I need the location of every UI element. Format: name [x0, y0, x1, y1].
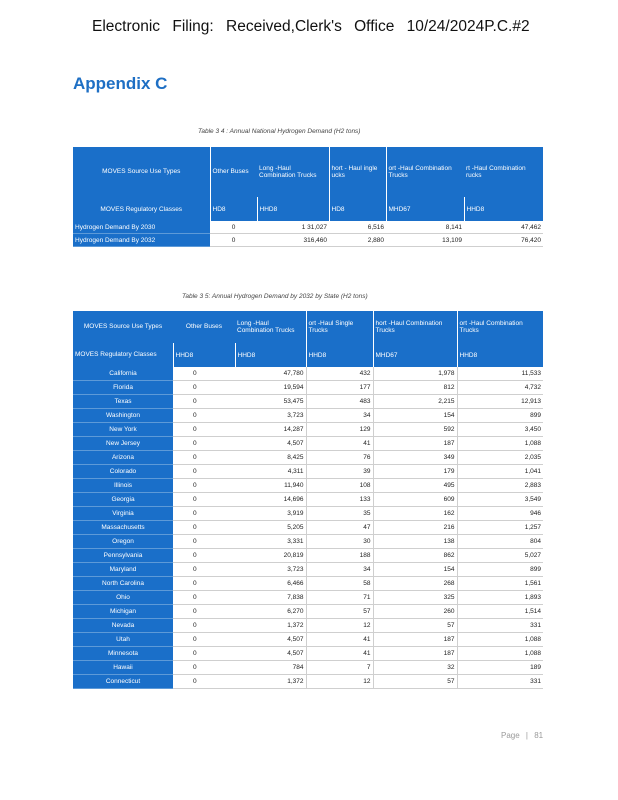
- value-cell: 0: [173, 619, 235, 633]
- value-cell: 41: [306, 437, 373, 451]
- table-row: [73, 507, 543, 521]
- value-cell: 0: [173, 563, 235, 577]
- table-row: [73, 633, 543, 647]
- table2-caption: Table 3 5: Annual Hydrogen Demand by 2032 by State (H2 tons): [182, 293, 368, 300]
- value-cell: 1,257: [457, 521, 543, 535]
- value-cell: 188: [306, 549, 373, 563]
- state-label: Georgia: [73, 493, 173, 507]
- table1-caption: Table 3 4 : Annual National Hydrogen Demand (H2 tons): [198, 128, 361, 135]
- state-label: Maryland: [73, 563, 173, 577]
- value-cell: 0: [210, 234, 257, 247]
- value-cell: 1,041: [457, 465, 543, 479]
- value-cell: 47: [306, 521, 373, 535]
- class-label: MOVES Regulatory Classes: [73, 197, 210, 221]
- table-row: [73, 451, 543, 465]
- class-cell: HD8: [210, 197, 257, 221]
- value-cell: 12,913: [457, 395, 543, 409]
- class-cell: HHD8: [235, 343, 306, 367]
- value-cell: 812: [373, 381, 457, 395]
- table-row: [73, 465, 543, 479]
- value-cell: 2,883: [457, 479, 543, 493]
- value-cell: 133: [306, 493, 373, 507]
- value-cell: 187: [373, 437, 457, 451]
- value-cell: 862: [373, 549, 457, 563]
- table-row: [73, 675, 543, 689]
- value-cell: 14,696: [235, 493, 306, 507]
- value-cell: 7,838: [235, 591, 306, 605]
- state-label: Florida: [73, 381, 173, 395]
- value-cell: 32: [373, 661, 457, 675]
- class-cell: MHD67: [386, 197, 464, 221]
- value-cell: 162: [373, 507, 457, 521]
- state-label: North Carolina: [73, 577, 173, 591]
- value-cell: 331: [457, 675, 543, 689]
- value-cell: 4,507: [235, 633, 306, 647]
- value-cell: 47,462: [464, 221, 543, 234]
- value-cell: 260: [373, 605, 457, 619]
- value-cell: 3,450: [457, 423, 543, 437]
- value-cell: 483: [306, 395, 373, 409]
- value-cell: 1,088: [457, 633, 543, 647]
- table-row: [73, 577, 543, 591]
- table-row: [73, 521, 543, 535]
- state-label: Ohio: [73, 591, 173, 605]
- national-demand-table: [73, 147, 544, 247]
- table2-col-3: hort -Haul Combination Trucks: [373, 311, 457, 343]
- state-label: Massachusetts: [73, 521, 173, 535]
- value-cell: 609: [373, 493, 457, 507]
- state-label: Michigan: [73, 605, 173, 619]
- table1-col-3: ort -Haul Combination Trucks: [388, 164, 452, 179]
- value-cell: 0: [173, 633, 235, 647]
- table2-col-2: ort -Haul Single Trucks: [306, 311, 373, 343]
- table2-header-label: MOVES Source Use Types: [83, 323, 163, 331]
- table1-class-row: [73, 197, 543, 221]
- value-cell: 0: [173, 591, 235, 605]
- page-footer: [501, 731, 543, 740]
- value-cell: 4,311: [235, 465, 306, 479]
- table-row: [73, 381, 543, 395]
- value-cell: 1,561: [457, 577, 543, 591]
- value-cell: 7: [306, 661, 373, 675]
- state-label: Oregon: [73, 535, 173, 549]
- table1-col-0: Other Buses: [212, 168, 249, 176]
- value-cell: 41: [306, 647, 373, 661]
- table-row: [73, 647, 543, 661]
- value-cell: 129: [306, 423, 373, 437]
- value-cell: 3,549: [457, 493, 543, 507]
- value-cell: 316,460: [257, 234, 329, 247]
- table-row: [73, 395, 543, 409]
- value-cell: 6,270: [235, 605, 306, 619]
- value-cell: 1,514: [457, 605, 543, 619]
- value-cell: 349: [373, 451, 457, 465]
- value-cell: 34: [306, 563, 373, 577]
- value-cell: 57: [373, 619, 457, 633]
- table1-header-label: MOVES Source Use Types: [73, 147, 210, 197]
- value-cell: 12: [306, 675, 373, 689]
- appendix-title: Appendix C: [73, 74, 168, 93]
- value-cell: 268: [373, 577, 457, 591]
- value-cell: 0: [173, 423, 235, 437]
- class-cell: HHD8: [173, 343, 235, 367]
- state-label: Connecticut: [73, 675, 173, 689]
- value-cell: 19,594: [235, 381, 306, 395]
- table-row: [73, 619, 543, 633]
- table2-col-1: Long -Haul Combination Trucks: [235, 311, 306, 343]
- state-label: Arizona: [73, 451, 173, 465]
- state-label: Hawaii: [73, 661, 173, 675]
- value-cell: 0: [173, 605, 235, 619]
- table-row: [73, 661, 543, 675]
- value-cell: 0: [173, 409, 235, 423]
- table-row: [73, 437, 543, 451]
- value-cell: 1,372: [235, 619, 306, 633]
- table-row: [73, 479, 543, 493]
- table-row: [73, 409, 543, 423]
- state-label: New Jersey: [73, 437, 173, 451]
- state-label: Texas: [73, 395, 173, 409]
- row-label: Hydrogen Demand By 2032: [73, 234, 210, 247]
- value-cell: 179: [373, 465, 457, 479]
- value-cell: 4,507: [235, 437, 306, 451]
- value-cell: 11,533: [457, 367, 543, 381]
- value-cell: 5,027: [457, 549, 543, 563]
- value-cell: 2,880: [329, 234, 386, 247]
- value-cell: 14,287: [235, 423, 306, 437]
- table-row: [73, 535, 543, 549]
- value-cell: 3,723: [235, 409, 306, 423]
- value-cell: 4,507: [235, 647, 306, 661]
- value-cell: 899: [457, 409, 543, 423]
- table-row: [73, 493, 543, 507]
- value-cell: 0: [173, 465, 235, 479]
- value-cell: 57: [373, 675, 457, 689]
- value-cell: 325: [373, 591, 457, 605]
- value-cell: 187: [373, 647, 457, 661]
- table-row: [73, 221, 543, 234]
- class-cell: MHD67: [373, 343, 457, 367]
- class-cell: HD8: [329, 197, 386, 221]
- value-cell: 432: [306, 367, 373, 381]
- table-row: [73, 234, 543, 247]
- value-cell: 108: [306, 479, 373, 493]
- value-cell: 39: [306, 465, 373, 479]
- value-cell: 187: [373, 633, 457, 647]
- value-cell: 76: [306, 451, 373, 465]
- value-cell: 5,205: [235, 521, 306, 535]
- value-cell: 12: [306, 619, 373, 633]
- value-cell: 3,919: [235, 507, 306, 521]
- page-label: Page |: [501, 731, 528, 740]
- table-row: [73, 605, 543, 619]
- value-cell: 1,372: [235, 675, 306, 689]
- table1-col-4: rt -Haul Combination rucks: [466, 164, 526, 179]
- filing-header: Electronic Filing: Received,Clerk's Office 10/24/2024P.C.#2: [92, 18, 530, 35]
- value-cell: 154: [373, 409, 457, 423]
- value-cell: 784: [235, 661, 306, 675]
- state-label: Illinois: [73, 479, 173, 493]
- value-cell: 3,723: [235, 563, 306, 577]
- value-cell: 4,732: [457, 381, 543, 395]
- value-cell: 177: [306, 381, 373, 395]
- value-cell: 0: [173, 577, 235, 591]
- table1-col-1: Long -Haul Combination Trucks: [257, 147, 329, 197]
- state-label: Colorado: [73, 465, 173, 479]
- state-label: California: [73, 367, 173, 381]
- table1-col-2: hort - Haul ingle ucks: [329, 147, 386, 197]
- value-cell: 0: [173, 647, 235, 661]
- value-cell: 47,780: [235, 367, 306, 381]
- table-row: [73, 563, 543, 577]
- value-cell: 6,466: [235, 577, 306, 591]
- value-cell: 53,475: [235, 395, 306, 409]
- value-cell: 1,088: [457, 437, 543, 451]
- state-label: New York: [73, 423, 173, 437]
- value-cell: 0: [173, 381, 235, 395]
- table-row: [73, 591, 543, 605]
- value-cell: 1 31,027: [257, 221, 329, 234]
- value-cell: 30: [306, 535, 373, 549]
- value-cell: 154: [373, 563, 457, 577]
- value-cell: 0: [173, 451, 235, 465]
- value-cell: 0: [173, 521, 235, 535]
- class-cell: HHD8: [457, 343, 543, 367]
- class-cell: HHD8: [306, 343, 373, 367]
- value-cell: 35: [306, 507, 373, 521]
- value-cell: 20,819: [235, 549, 306, 563]
- value-cell: 0: [173, 395, 235, 409]
- state-label: Pennsylvania: [73, 549, 173, 563]
- value-cell: 34: [306, 409, 373, 423]
- value-cell: 71: [306, 591, 373, 605]
- value-cell: 2,215: [373, 395, 457, 409]
- table2-col-0: Other Buses: [185, 323, 223, 331]
- value-cell: 1,893: [457, 591, 543, 605]
- value-cell: 57: [306, 605, 373, 619]
- value-cell: 3,331: [235, 535, 306, 549]
- value-cell: 0: [173, 479, 235, 493]
- value-cell: 76,420: [464, 234, 543, 247]
- class-label: MOVES Regulatory Classes: [73, 343, 173, 367]
- value-cell: 216: [373, 521, 457, 535]
- page-number: 81: [534, 731, 544, 740]
- state-demand-table: [73, 311, 544, 689]
- value-cell: 2,035: [457, 451, 543, 465]
- table-row: [73, 367, 543, 381]
- value-cell: 804: [457, 535, 543, 549]
- value-cell: 0: [173, 675, 235, 689]
- value-cell: 946: [457, 507, 543, 521]
- value-cell: 6,516: [329, 221, 386, 234]
- table-row: [73, 549, 543, 563]
- value-cell: 189: [457, 661, 543, 675]
- value-cell: 0: [173, 493, 235, 507]
- value-cell: 0: [173, 437, 235, 451]
- value-cell: 0: [173, 661, 235, 675]
- table-row: [73, 423, 543, 437]
- value-cell: 11,940: [235, 479, 306, 493]
- value-cell: 495: [373, 479, 457, 493]
- state-label: Nevada: [73, 619, 173, 633]
- state-label: Virginia: [73, 507, 173, 521]
- value-cell: 0: [173, 367, 235, 381]
- value-cell: 138: [373, 535, 457, 549]
- class-cell: HHD8: [464, 197, 543, 221]
- value-cell: 899: [457, 563, 543, 577]
- value-cell: 592: [373, 423, 457, 437]
- value-cell: 331: [457, 619, 543, 633]
- state-label: Minnesota: [73, 647, 173, 661]
- value-cell: 0: [173, 535, 235, 549]
- value-cell: 0: [173, 507, 235, 521]
- value-cell: 1,978: [373, 367, 457, 381]
- state-label: Utah: [73, 633, 173, 647]
- table2-class-row: [73, 343, 543, 367]
- value-cell: 8,141: [386, 221, 464, 234]
- row-label: Hydrogen Demand By 2030: [73, 221, 210, 234]
- class-cell: HHD8: [257, 197, 329, 221]
- value-cell: 13,109: [386, 234, 464, 247]
- value-cell: 58: [306, 577, 373, 591]
- value-cell: 8,425: [235, 451, 306, 465]
- value-cell: 0: [210, 221, 257, 234]
- value-cell: 1,088: [457, 647, 543, 661]
- value-cell: 41: [306, 633, 373, 647]
- value-cell: 0: [173, 549, 235, 563]
- state-label: Washington: [73, 409, 173, 423]
- table2-col-4: ort -Haul Combination Trucks: [459, 319, 523, 334]
